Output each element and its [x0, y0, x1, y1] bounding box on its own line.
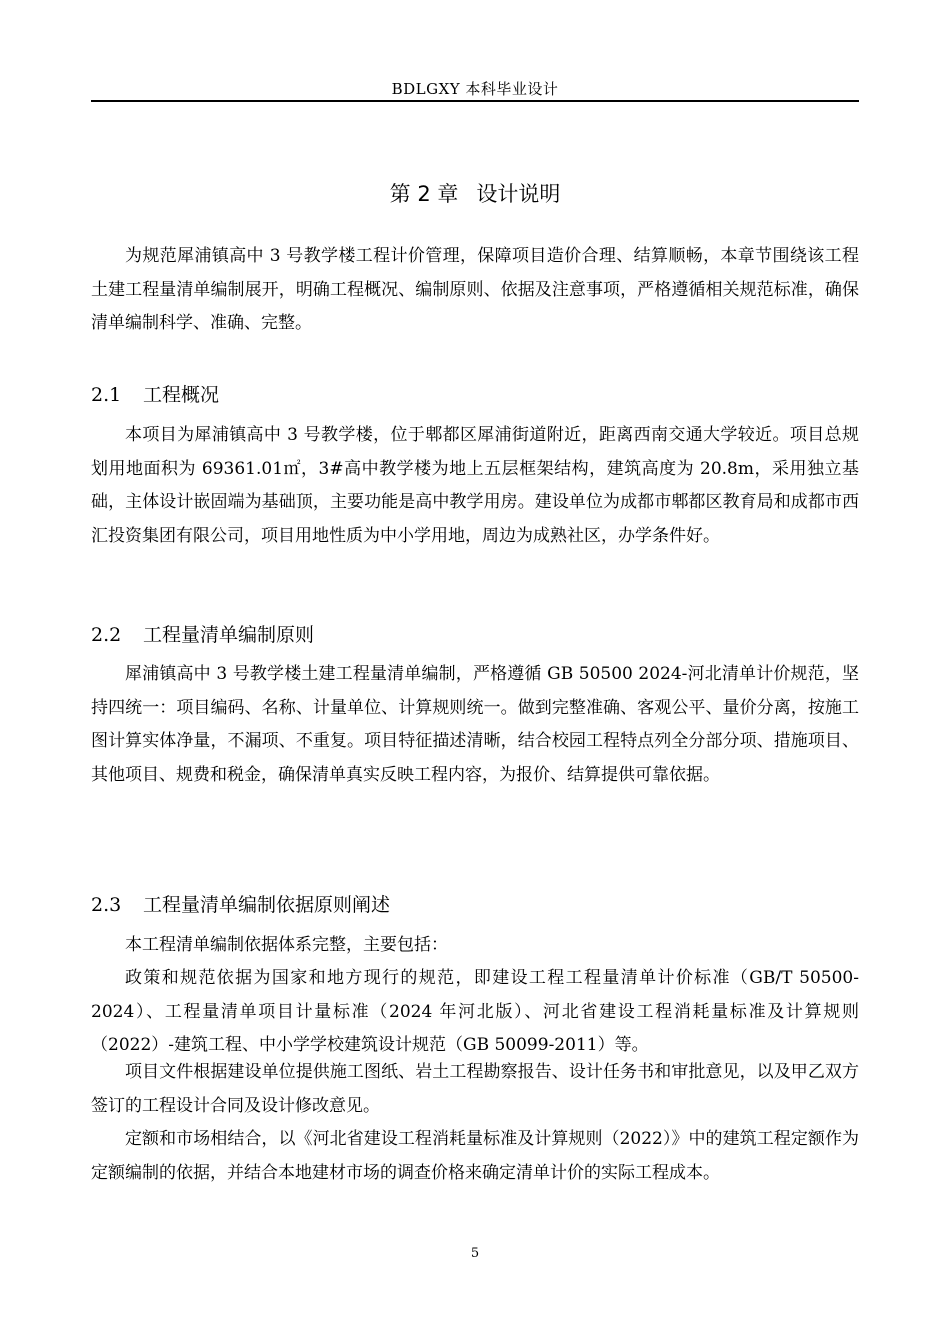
section-number: 2.2	[91, 624, 122, 646]
section-2-2-paragraph-1: 犀浦镇高中 3 号教学楼土建工程量清单编制，严格遵循 GB 50500 2024-河北清单计价规范，坚持四统一：项目编码、名称、计量单位、计算规则统一。做到完整准确、客观公平、量价分离，按施工图计算实体净量，不漏项、不重复。项目特征描述清晰，结合校园工程特点列全分部分项、措施项目、其他项目、规费和税金，确保清单真实反映工程内容，为报价、结算提供可靠依据。	[91, 664, 859, 785]
section-heading-2-1	[91, 380, 219, 407]
section-heading-2-2	[91, 620, 314, 647]
section-2-3-paragraph-4: 定额和市场相结合，以《河北省建设工程消耗量标准及计算规则（2022）》中的建筑工程定额作为定额编制的依据，并结合本地建材市场的调查价格来确定清单计价的实际工程成本。	[91, 1129, 859, 1183]
section-title: 工程量清单编制依据原则阐述	[143, 894, 391, 916]
chapter-name: 设计说明	[476, 182, 561, 206]
header-rule	[91, 100, 859, 102]
section-2-3-paragraph-1: 本工程清单编制依据体系完整，主要包括：	[125, 935, 448, 955]
page-number: 5	[470, 1246, 480, 1261]
intro-paragraph: 为规范犀浦镇高中 3 号教学楼工程计价管理，保障项目造价合理、结算顺畅，本章节围绕该工程土建工程量清单编制展开，明确工程概况、编制原则、依据及注意事项，严格遵循相关规范标准，确保清单编制科学、准确、完整。	[91, 246, 859, 333]
section-2-1-paragraph-1: 本项目为犀浦镇高中 3 号教学楼，位于郫都区犀浦街道附近，距离西南交通大学较近。项目总规划用地面积为 69361.01㎡，3#高中教学楼为地上五层框架结构，建筑高度为 20.8m，采用独立基础，主体设计嵌固端为基础顶，主要功能是高中教学用房。建设单位为成都市郫都区教育局和成都市西汇投资集团有限公司，项目用地性质为中小学用地，周边为成熟社区，办学条件好。	[91, 425, 859, 546]
section-2-3-paragraph-3: 项目文件根据建设单位提供施工图纸、岩土工程勘察报告、设计任务书和审批意见，以及甲乙双方签订的工程设计合同及设计修改意见。	[91, 1062, 859, 1116]
section-number: 2.1	[91, 384, 122, 406]
chapter-number: 第 2 章	[389, 182, 459, 206]
section-2-3-paragraph-2: 政策和规范依据为国家和地方现行的规范，即建设工程工程量清单计价标准（GB/T 50500-2024）、工程量清单项目计量标准（2024 年河北版）、河北省建设工程消耗量标准及计算规则（2022）-建筑工程、中小学学校建筑设计规范（GB 50099-2011）等。	[91, 968, 859, 1055]
running-header: BDLGXY 本科毕业设计	[391, 80, 559, 98]
section-title: 工程概况	[143, 384, 220, 406]
section-title: 工程量清单编制原则	[143, 624, 315, 646]
chapter-title	[0, 178, 950, 208]
section-heading-2-3	[91, 890, 390, 917]
section-number: 2.3	[91, 894, 122, 916]
